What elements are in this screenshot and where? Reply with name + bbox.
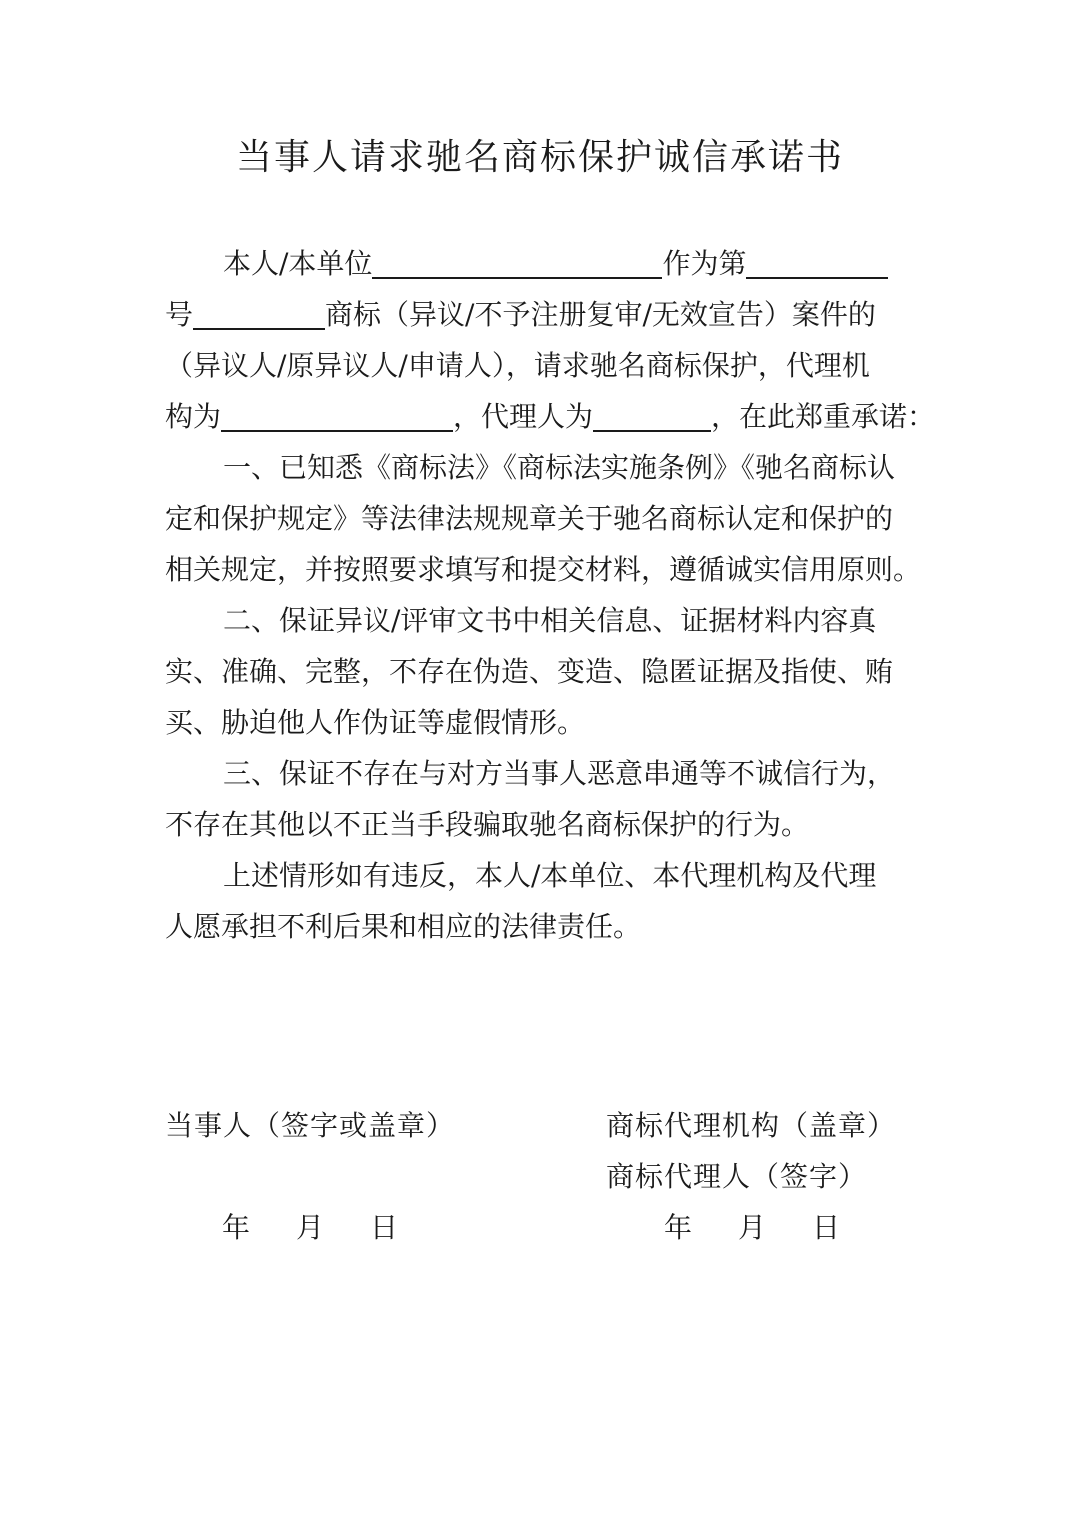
clause-1-line-1: 一、已知悉《商标法》《商标法实施条例》《驰名商标认: [223, 451, 896, 484]
body-line-2: [165, 289, 917, 340]
text-solemn-promise: ，在此郑重承诺：: [711, 400, 936, 433]
party-date: [222, 1202, 399, 1253]
clause-3-line-2: 不存在其他以不正当手段骗取驰名商标保护的行为。: [165, 808, 810, 841]
blank-party-name[interactable]: [372, 243, 662, 279]
clause-2-line-3: 买、胁迫他人作伪证等虚假情形。: [165, 706, 586, 739]
party-date-day: 日: [370, 1211, 400, 1244]
body-line-3: [165, 340, 917, 391]
text-case-type: 商标（异议/不予注册复审/无效宣告）案件的: [325, 298, 876, 331]
clause-2-line-1: 二、保证异议/评审文书中相关信息、证据材料内容真: [223, 604, 877, 637]
agent-date: [664, 1202, 841, 1253]
text-agent-is: ，代理人为: [453, 400, 594, 433]
body-line-1: [165, 238, 917, 289]
text-as-number: 作为第: [662, 247, 747, 280]
blank-agency-name[interactable]: [221, 396, 453, 432]
clause-4-line-2: 人愿承担不利后果和相应的法律责任。: [165, 910, 642, 943]
text-role: （异议人/原异议人/申请人），请求驰名商标保护，代理机: [165, 349, 870, 382]
text-self-unit: 本人/本单位: [223, 247, 373, 280]
clause-1-line-2: 定和保护规定》等法律法规规章关于驰名商标认定和保护的: [165, 502, 894, 535]
clause-4-line-1: 上述情形如有违反，本人/本单位、本代理机构及代理: [223, 859, 877, 892]
clause-3-line-1: 三、保证不存在与对方当事人恶意串通等不诚信行为，: [223, 757, 896, 790]
clause-2-line-2: 实、准确、完整，不存在伪造、变造、隐匿证据及指使、贿: [165, 655, 894, 688]
agent-signature-label: 商标代理人（签字）: [606, 1160, 868, 1193]
clause-1-line-3: 相关规定，并按照要求填写和提交材料，遵循诚实信用原则。: [165, 553, 922, 586]
text-number: 号: [165, 298, 194, 331]
agency-seal-label: 商标代理机构（盖章）: [606, 1109, 897, 1142]
document-body: [165, 238, 936, 952]
party-signature-label: 当事人（签字或盖章）: [165, 1109, 456, 1142]
agent-date-day: 日: [812, 1211, 842, 1244]
text-agency-is: 构为: [165, 400, 222, 433]
blank-trademark-number[interactable]: [746, 243, 888, 279]
agent-date-month: 月: [738, 1211, 768, 1244]
body-line-4: [165, 391, 936, 442]
party-date-year: 年: [222, 1211, 252, 1244]
party-date-month: 月: [296, 1211, 326, 1244]
blank-agent-name[interactable]: [593, 396, 711, 432]
document-title: 当事人请求驰名商标保护诚信承诺书: [235, 137, 844, 178]
agent-date-year: 年: [664, 1211, 694, 1244]
blank-trademark-name[interactable]: [193, 294, 325, 330]
